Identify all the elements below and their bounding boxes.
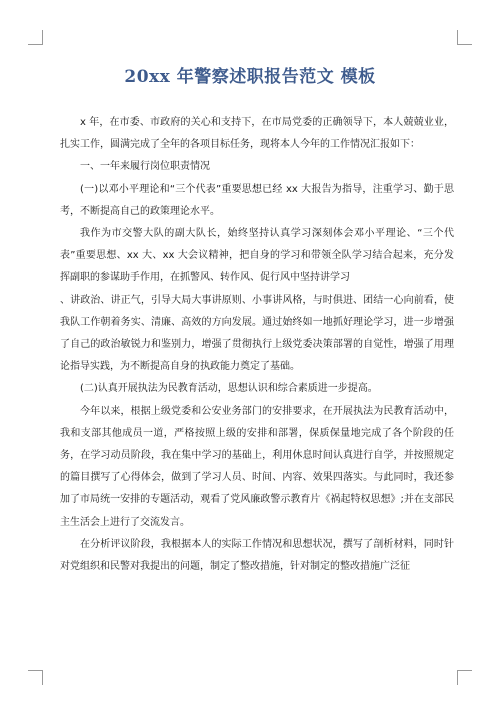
paragraph-study-continued: 、讲政治、讲正气，引导大局大事讲原则、小事讲风格，与时俱进、团结一心向前看，使我队工作朝着务实、清廉、高效的方向发展。通过始终如一地抓好理论学习，进一步增强了自己的政治敏锐力和鉴别力，增强了贯彻执行上级党委决策部署的自觉性，增强了用理论指导实践，为不断提高自身的执政能力奠定了基础。 bbox=[60, 294, 454, 373]
crop-mark-bottom-left bbox=[28, 670, 43, 685]
section-heading: 一、一年来履行岗位职责情况 bbox=[80, 161, 210, 173]
paragraph-analysis: 在分析评议阶段，我根据本人的实际工作情况和思想状况，撰写了剖析材料，同时针对党组织和民警对我提出的问题，制定了整改措施，针对制定的整改措施广泛征 bbox=[60, 538, 454, 573]
paragraph-education: 今年以来，根据上级党委和公安业务部门的安排要求，在开展执法为民教育活动中，我和支部其他成员一道，严格按照上级的安排和部署，保质保量地完成了各个阶段的任务，在学习动员阶段，我在集中学习的基础上，利用休息时间认真进行自学，并按照规定的篇目撰写了心得体会，做到了学习人员、时间、内容、效果四落实。与此同时，我还参加了市局统一安排的专题活动，观看了党风廉政警示教育片《祸起特权思想》;并在支部民主生活会上进行了交流发言。 bbox=[60, 405, 454, 528]
crop-mark-top-left bbox=[28, 30, 43, 45]
crop-mark-bottom-right bbox=[457, 670, 472, 685]
document-body bbox=[60, 112, 454, 578]
subsection-heading-2: (二)认真开展执法为民教育活动，思想认识和综合素质进一步提高。 bbox=[80, 383, 378, 395]
crop-mark-top-right bbox=[457, 30, 472, 45]
paragraph-study: 我作为市交警大队的副大队长，始终坚持认真学习深刻体会邓小平理论、“三个代表”重要思想、xx 大、xx 大会议精神，把自身的学习和带领全队学习结合起来，充分发挥副职的参谋助手作用，在抓警风、转作风、促行风中坚持讲学习 bbox=[60, 228, 454, 284]
document-title: 20xx 年警察述职报告范文 模板 bbox=[124, 67, 376, 87]
paragraph-intro: x 年，在市委、市政府的关心和支持下，在市局党委的正确领导下，本人兢兢业业，扎实工作，圆满完成了全年的各项目标任务，现将本人今年的工作情况汇报如下： bbox=[60, 117, 454, 151]
subsection-heading-1: (一)以邓小平理论和“三个代表”重要思想已经 xx 大报告为指导，注重学习、勤于思考，不断提高自己的政策理论水平。 bbox=[60, 183, 454, 217]
